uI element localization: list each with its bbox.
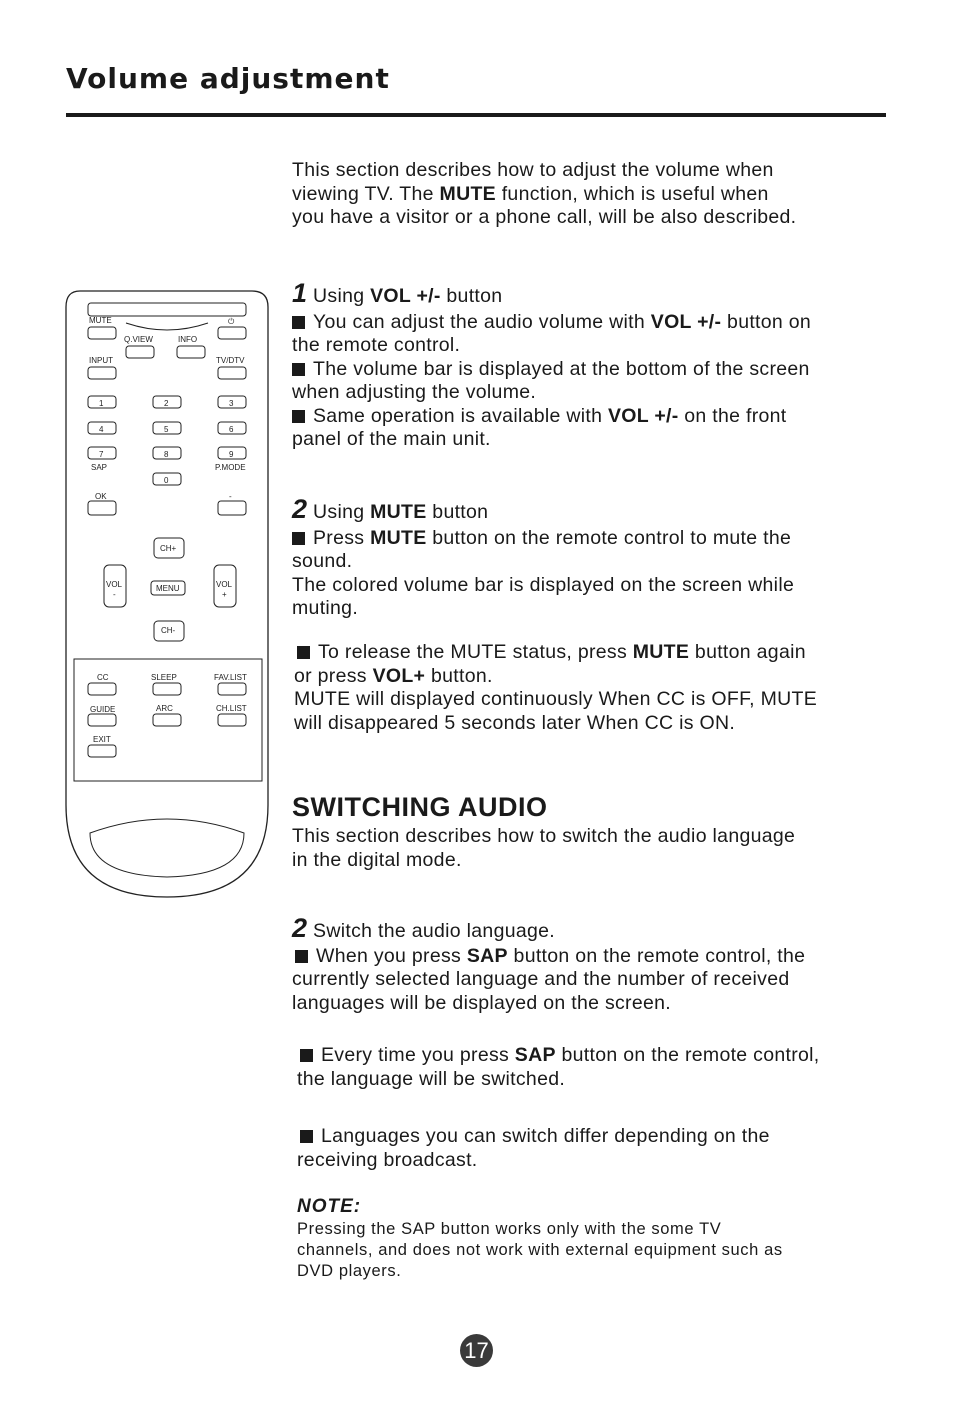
remote-label: VOL (216, 580, 233, 589)
step-heading: 2 Switch the audio language. (292, 913, 556, 943)
step-mute-section (292, 494, 892, 621)
title-divider (66, 113, 886, 117)
bullet-square-icon (295, 950, 308, 963)
intro-line: in the digital mode. (292, 848, 462, 871)
remote-label: Q.VIEW (124, 335, 153, 344)
remote-input-button (88, 367, 116, 379)
remote-label: CH- (161, 626, 176, 635)
remote-label: EXIT (93, 735, 111, 744)
remote-label: TV/DTV (216, 356, 245, 365)
audio-bullet-2 (297, 1044, 897, 1091)
remote-label: 3 (229, 399, 234, 408)
bullet-square-icon (300, 1049, 313, 1062)
page-title: Volume adjustment (66, 62, 390, 95)
remote-label: INFO (178, 335, 198, 344)
bullet-line: the language will be switched. (297, 1067, 566, 1090)
power-icon: ⏻ (228, 317, 235, 326)
note-heading: NOTE: (297, 1196, 362, 1217)
audio-bullet-3 (297, 1125, 897, 1172)
bullet-item: The volume bar is displayed at the bottom of the screen (292, 358, 892, 382)
remote-guide-button (88, 714, 116, 726)
bullet-line: when adjusting the volume. (292, 381, 537, 403)
bullet-line: sound. (292, 550, 353, 572)
remote-label: + (222, 590, 227, 599)
bullet-line: panel of the main unit. (292, 428, 491, 450)
intro-line: you have a visitor or a phone call, will be also described. (292, 206, 797, 228)
bullet-line: The colored volume bar is displayed on the screen while (292, 573, 795, 596)
ir-window (88, 303, 246, 316)
intro-line: viewing TV. The MUTE function, which is useful when (292, 182, 769, 205)
intro-line: This section describes how to switch the audio language (292, 825, 796, 847)
remote-label: 0 (164, 476, 169, 485)
bullet-item: Every time you press SAP button on the remote control, (297, 1044, 897, 1068)
bullet-square-icon (292, 316, 305, 329)
remote-dash-button (218, 501, 246, 515)
step-number: 1 (292, 278, 308, 308)
remote-label: - (229, 492, 232, 501)
mute-release-section (294, 641, 894, 735)
remote-favlist-button (218, 683, 246, 695)
remote-label: 6 (229, 425, 234, 434)
remote-arc-button (153, 714, 181, 726)
remote-label: VOL (106, 580, 123, 589)
step-number: 2 (292, 913, 308, 943)
remote-label: 8 (164, 450, 169, 459)
remote-label: P.MODE (215, 463, 246, 472)
audio-step-section (292, 913, 892, 1015)
remote-label: GUIDE (90, 705, 116, 714)
intro-paragraph (292, 159, 796, 230)
bullet-line: MUTE will displayed continuously When CC is OFF, MUTE (294, 688, 818, 710)
bullet-item: When you press SAP button on the remote control, the (292, 945, 892, 969)
bullet-item: To release the MUTE status, press MUTE button again (294, 641, 894, 665)
bullet-square-icon (297, 646, 310, 659)
remote-label: MENU (156, 584, 180, 593)
remote-mute-button (88, 327, 116, 339)
intro-line: This section describes how to adjust the volume when (292, 159, 774, 181)
step-heading: 2 Using MUTE button (292, 494, 489, 524)
step-vol-section (292, 278, 892, 452)
remote-cc-button (88, 683, 116, 695)
bullet-square-icon (292, 532, 305, 545)
bullet-item: You can adjust the audio volume with VOL +/- button on (292, 311, 892, 335)
bullet-line: receiving broadcast. (297, 1148, 478, 1171)
remote-label: 9 (229, 450, 234, 459)
bullet-line: muting. (292, 597, 359, 619)
remote-label: SLEEP (151, 673, 177, 682)
bullet-item: Same operation is available with VOL +/- on the front (292, 405, 892, 429)
remote-label: MUTE (89, 316, 112, 325)
remote-info-button (177, 346, 205, 358)
remote-label: 7 (99, 450, 104, 459)
bullet-item: Press MUTE button on the remote control to mute the (292, 527, 892, 551)
note-line: Pressing the SAP button works only with the some TV (297, 1220, 722, 1238)
remote-label: 5 (164, 425, 169, 434)
note-line: channels, and does not work with external equipment such as (297, 1241, 783, 1259)
remote-power-button (218, 327, 246, 339)
bullet-square-icon (300, 1130, 313, 1143)
page-number-badge: 17 (460, 1334, 493, 1367)
bullet-square-icon (292, 410, 305, 423)
bullet-item: Languages you can switch differ depending on the (297, 1125, 897, 1149)
remote-label: - (113, 590, 116, 599)
section-title-audio: SWITCHING AUDIO (292, 792, 548, 822)
remote-label: SAP (91, 463, 108, 472)
remote-exit-button (88, 745, 116, 757)
remote-label: OK (95, 492, 107, 501)
remote-label: CH.LIST (216, 704, 247, 713)
remote-ok-button (88, 501, 116, 515)
remote-sleep-button (153, 683, 181, 695)
remote-label: 4 (99, 425, 104, 434)
remote-control-illustration (60, 285, 275, 905)
bullet-line: the remote control. (292, 334, 461, 356)
step-heading: 1 Using VOL +/- button (292, 278, 503, 308)
note-line: DVD players. (297, 1262, 402, 1280)
step-number: 2 (292, 494, 308, 524)
remote-label: FAV.LIST (214, 673, 247, 682)
remote-tvdtv-button (218, 367, 246, 379)
bullet-square-icon (292, 363, 305, 376)
remote-label: INPUT (89, 356, 113, 365)
remote-label: CH+ (160, 544, 177, 553)
audio-intro (292, 825, 795, 872)
remote-chlist-button (218, 714, 246, 726)
remote-label: CC (97, 673, 109, 682)
bullet-line: will disappeared 5 seconds later When CC is ON. (294, 711, 736, 734)
bullet-line: languages will be displayed on the screen. (292, 991, 672, 1014)
remote-label: 1 (99, 399, 104, 408)
remote-label: 2 (164, 399, 169, 408)
note-text (297, 1219, 783, 1282)
bullet-line: or press VOL+ button. (294, 664, 493, 687)
remote-qview-button (126, 346, 154, 358)
bullet-line: currently selected language and the number of received (292, 968, 790, 990)
remote-label: ARC (156, 704, 173, 713)
